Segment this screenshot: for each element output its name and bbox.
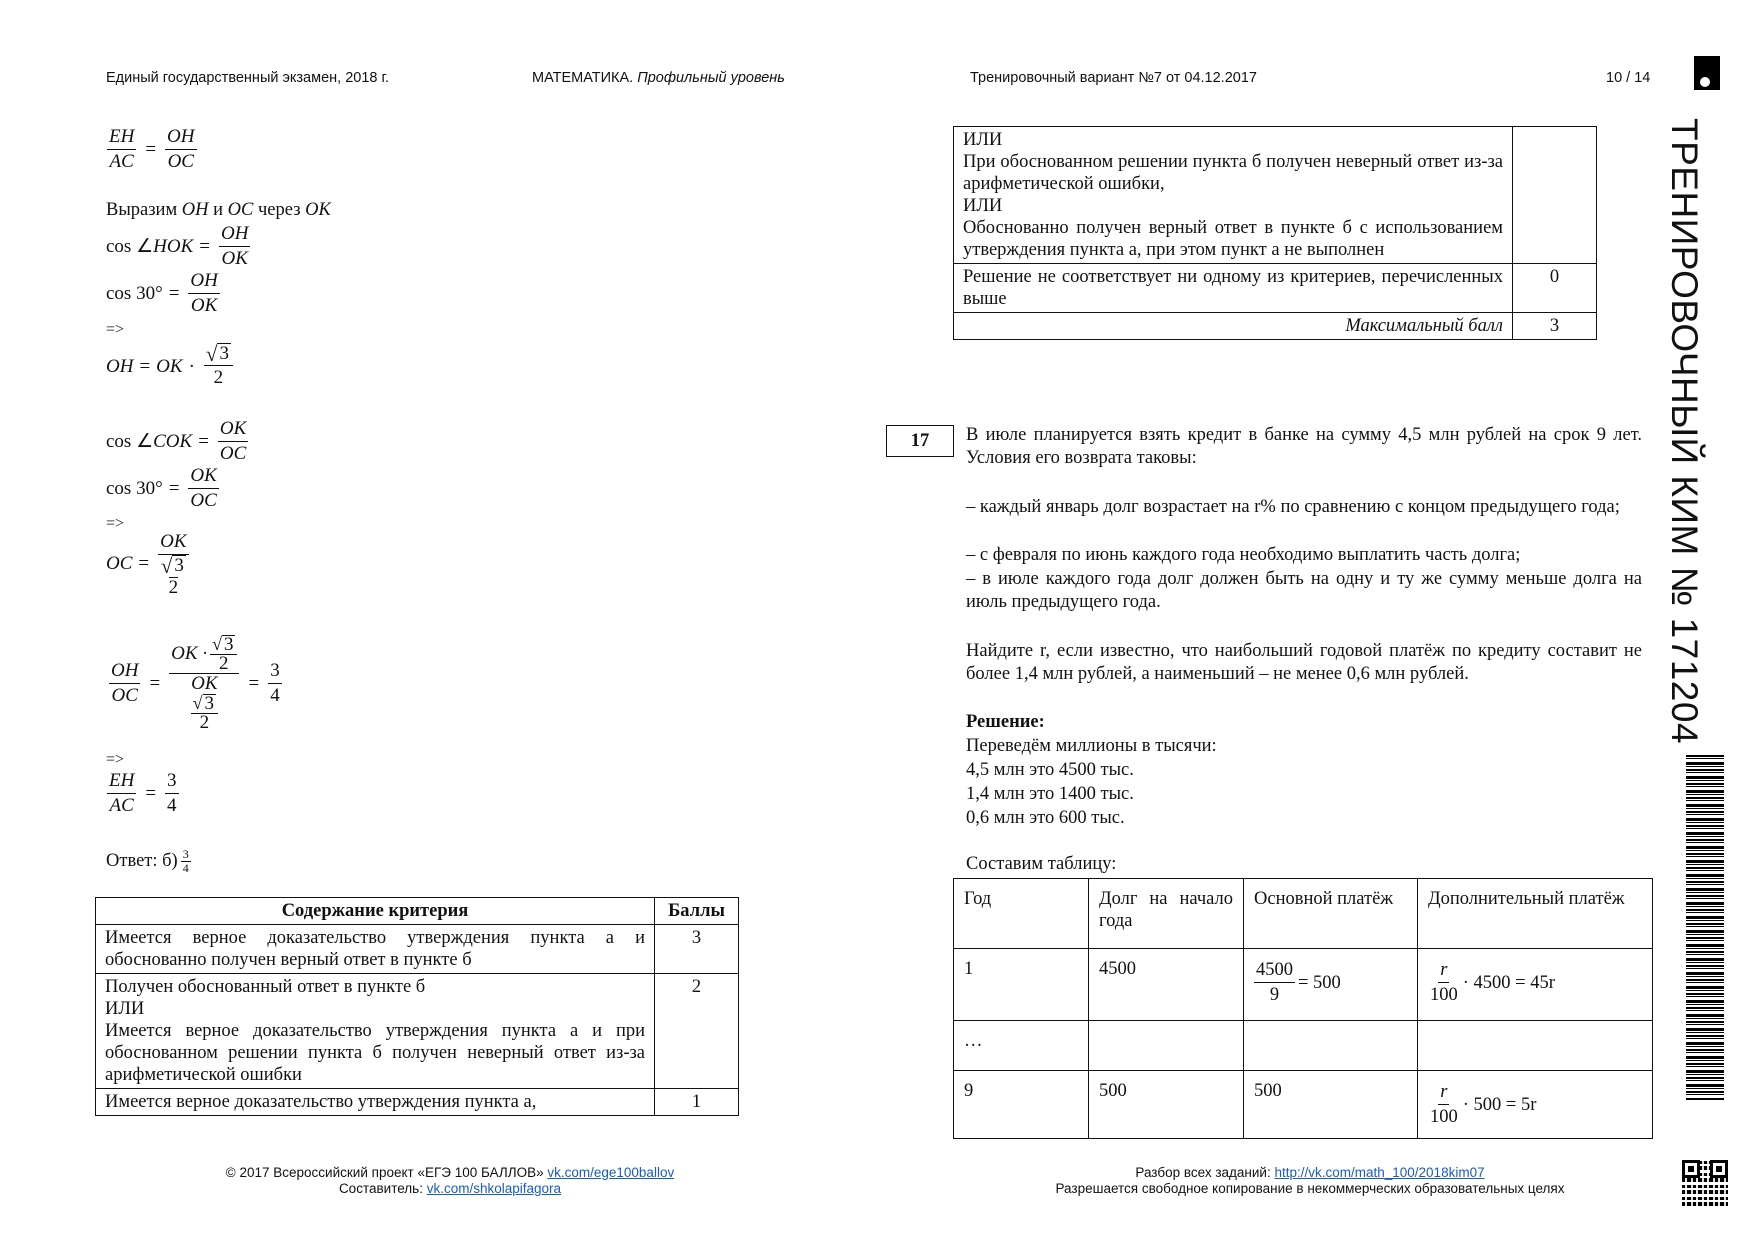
- criteria-text: Имеется верное доказательство утверждения пункта а и обоснованно получен верный ответ в пункте б: [96, 925, 655, 974]
- col-header-debt: Долг на начало года: [1089, 879, 1244, 949]
- table-intro: Составим таблицу:: [966, 854, 1117, 874]
- cell-year: …: [954, 1021, 1089, 1071]
- criteria-score: 2: [655, 974, 739, 1089]
- header-variant: Тренировочный вариант №7 от 04.12.2017: [970, 70, 1257, 86]
- max-score-label: Максимальный балл: [954, 313, 1513, 340]
- cell-additional: $\frac{r}{100}$ · 500 = 5r: [1418, 1071, 1653, 1139]
- cell-additional: $\frac{r}{100}$ · 4500 = 45r: [1418, 949, 1653, 1021]
- eq-cos30-oh: cos 30° = $\frac{OH}{OK}$: [106, 270, 218, 316]
- cell-main: $\frac{4500}{9}$ = 500: [1244, 949, 1418, 1021]
- solution-line: 1,4 млн это 1400 тыс.: [966, 784, 1134, 804]
- max-score-value: 3: [1513, 313, 1597, 340]
- logo-icon: [1694, 56, 1720, 90]
- eq-eh-ac: $\frac{EH}{AC}$ = $\frac{OH}{OC}$: [109, 126, 195, 172]
- criteria-row: [96, 974, 739, 1089]
- arrow-1: =>: [106, 321, 125, 338]
- barcode-icon: [1686, 755, 1724, 1100]
- criteria-table: [95, 897, 739, 1116]
- cell-year: 9: [954, 1071, 1089, 1139]
- solution-line: 0,6 млн это 600 тыс.: [966, 808, 1125, 828]
- col-header-year: Год: [954, 879, 1089, 949]
- criteria-table-continued: [953, 126, 1597, 340]
- criteria-score: 1: [655, 1089, 739, 1116]
- criteria-head-content: Содержание критерия: [96, 898, 655, 925]
- side-title: ТРЕНИРОВОЧНЫЙ КИМ № 171204: [1664, 118, 1705, 745]
- criteria-row: [96, 1089, 739, 1116]
- cell-debt: [1089, 1021, 1244, 1071]
- task-intro: В июле планируется взять кредит в банке на сумму 4,5 млн рублей на срок 9 лет. Условия его возврата таковы:: [966, 425, 1642, 468]
- col-header-additional: Дополнительный платёж: [1418, 879, 1653, 949]
- task-condition-3: – в июле каждого года долг должен быть на одну и ту же сумму меньше долга на июль предыдущего года.: [966, 569, 1642, 612]
- criteria-score: [1513, 127, 1597, 264]
- criteria-score: 3: [655, 925, 739, 974]
- criteria-max-row: [954, 313, 1597, 340]
- qr-code-icon: [1682, 1160, 1728, 1206]
- header-exam: Единый государственный экзамен, 2018 г.: [106, 70, 390, 86]
- task-condition-2: – с февраля по июнь каждого года необходимо выплатить часть долга;: [966, 545, 1521, 565]
- footer-left: © 2017 Всероссийский проект «ЕГЭ 100 БАЛЛОВ» vk.com/ege100ballov Составитель: vk.com/shkolapifagora: [225, 1165, 675, 1196]
- criteria-row: [96, 925, 739, 974]
- answer-line: Ответ: б) $\frac{3}{4}$: [106, 847, 189, 875]
- link-shkolapifagora[interactable]: vk.com/shkolapifagora: [426, 1181, 562, 1196]
- eq-cos-cok: cos ∠COK = $\frac{OK}{OC}$: [106, 418, 247, 464]
- eq-oh-value: OH = OK · √ 3 2: [106, 343, 236, 390]
- col-header-main: Основной платёж: [1244, 879, 1418, 949]
- criteria-head-score: Баллы: [655, 898, 739, 925]
- cell-debt: 500: [1089, 1071, 1244, 1139]
- subject-level: Профильный уровень: [637, 70, 785, 86]
- header-subject: [532, 70, 785, 86]
- link-ege100ballov[interactable]: vk.com/ege100ballov: [547, 1165, 675, 1180]
- eq-cos-hok: cos ∠HOK = $\frac{OH}{OK}$: [106, 223, 249, 269]
- criteria-text: Имеется верное доказательство утверждения пункта а,: [96, 1089, 655, 1116]
- cell-debt: 4500: [1089, 949, 1244, 1021]
- solution-line: 4,5 млн это 4500 тыс.: [966, 760, 1134, 780]
- arrow-2: =>: [106, 515, 125, 532]
- page-number: 10 / 14: [1606, 70, 1651, 86]
- footer-right: Разбор всех заданий: http://vk.com/math_100/2018kim07 Разрешается свободное копирование в некоммерческих образовательных целях: [1055, 1165, 1565, 1196]
- cell-main: 500: [1244, 1071, 1418, 1139]
- cell-additional: [1418, 1021, 1653, 1071]
- solution-label: Решение:: [966, 712, 1045, 732]
- cell-year: 1: [954, 949, 1089, 1021]
- eq-ratio: $\frac{OH}{OC}$ = OK · √ 3 2 OK √ 3 2 = $\frac{3}{4}$: [111, 634, 280, 733]
- eq-cos30-ok: cos 30° = $\frac{OK}{OC}$: [106, 465, 217, 511]
- payment-table: [953, 878, 1653, 1139]
- payment-row: [954, 949, 1653, 1021]
- criteria-text: Решение не соответствует ни одному из критериев, перечисленных выше: [954, 264, 1513, 313]
- solution-line: Переведём миллионы в тысячи:: [966, 736, 1217, 756]
- criteria-header-row: [96, 898, 739, 925]
- criteria-row: [954, 264, 1597, 313]
- subject-name: МАТЕМАТИКА.: [532, 70, 634, 86]
- task-number-box: 17: [886, 425, 954, 457]
- payment-header-row: [954, 879, 1653, 949]
- link-math100[interactable]: http://vk.com/math_100/2018kim07: [1274, 1165, 1485, 1180]
- payment-row: [954, 1021, 1653, 1071]
- criteria-text: ИЛИ При обоснованном решении пункта б получен неверный ответ из-за арифметической ошибки, ИЛИ Обоснованно получен верный ответ в пункте б с использованием утверждения пункта а, при этом пункт а не выполнен: [954, 127, 1513, 264]
- task-question: Найдите r, если известно, что наибольший годовой платёж по кредиту составит не более 1,4 млн рублей, а наименьший – не менее 0,6 млн рублей.: [966, 641, 1642, 684]
- express-line: Выразим OH и OC через OK: [106, 200, 331, 220]
- payment-row: [954, 1071, 1653, 1139]
- criteria-row: [954, 127, 1597, 264]
- criteria-text: Получен обоснованный ответ в пункте б ИЛИ Имеется верное доказательство утверждения пункта а и при обоснованном решении пункта б получен неверный ответ из-за арифметической ошибки: [96, 974, 655, 1089]
- eq-oc-value: OC = OK √ 3 2: [106, 531, 187, 598]
- cell-main: [1244, 1021, 1418, 1071]
- eq-eh-ac-result: $\frac{EH}{AC}$ = $\frac{3}{4}$: [109, 770, 177, 816]
- criteria-score: 0: [1513, 264, 1597, 313]
- arrow-3: =>: [106, 751, 125, 768]
- task-condition-1: – каждый январь долг возрастает на r% по сравнению с концом предыдущего года;: [966, 497, 1620, 517]
